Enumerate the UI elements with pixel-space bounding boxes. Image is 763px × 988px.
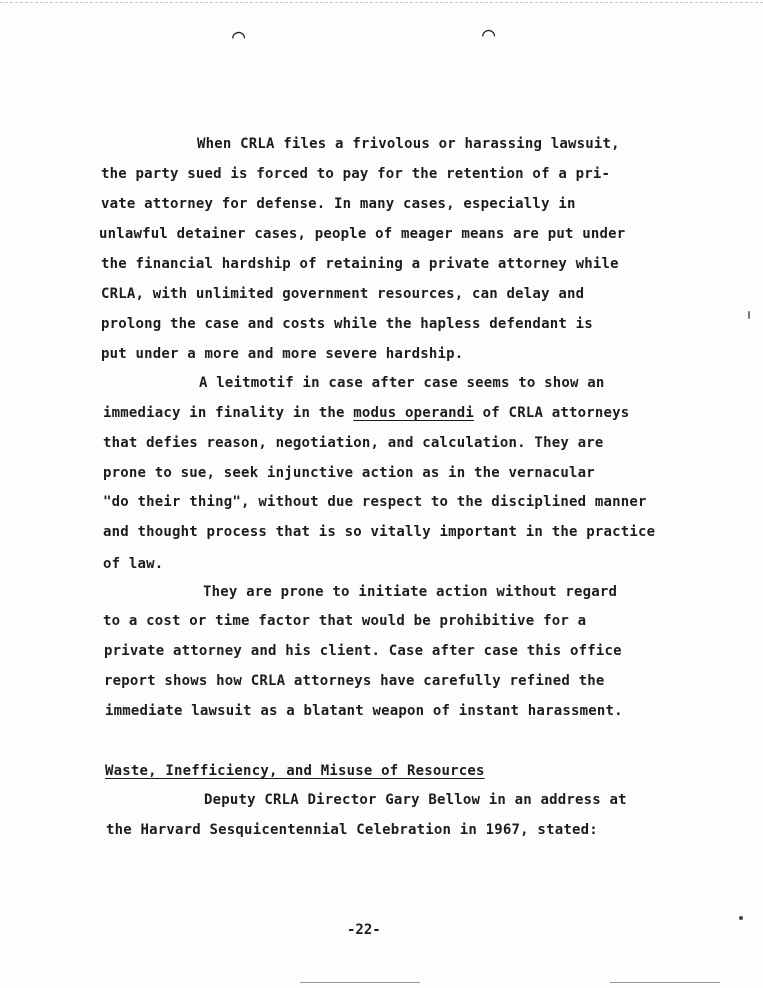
paragraph3-line4: report shows how CRLA attorneys have carefully refined the [104, 673, 605, 689]
binding-mark-right: ⌒ [482, 22, 496, 47]
page-number: -22- [347, 922, 381, 938]
paragraph2-line6: and thought process that is so vitally important in the practice [103, 524, 656, 540]
bottom-edge-rule [300, 982, 420, 983]
paragraph1-line3: vate attorney for defense. In many cases, especially in [101, 196, 576, 212]
paragraph3-line5: immediate lawsuit as a blatant weapon of instant harassment. [105, 703, 623, 719]
paragraph1-line5: the financial hardship of retaining a private attorney while [101, 256, 619, 272]
scan-speck [739, 916, 743, 920]
section-heading: Waste, Inefficiency, and Misuse of Resources [105, 763, 485, 779]
bottom-edge-rule [610, 982, 720, 983]
paragraph1-line4: unlawful detainer cases, people of meager means are put under [99, 226, 626, 242]
paragraph2-line1: A leitmotif in case after case seems to show an [199, 375, 605, 391]
paragraph1-line1: When CRLA files a frivolous or harassing lawsuit, [197, 136, 620, 152]
paragraph1-line2: the party sued is forced to pay for the retention of a pri- [101, 166, 611, 182]
paragraph2-line7: of law. [103, 556, 164, 572]
modus-operandi-underlined: modus operandi [353, 405, 475, 421]
paragraph2-line4: prone to sue, seek injunctive action as in the vernacular [103, 465, 595, 481]
paragraph3-line2: to a cost or time factor that would be prohibitive for a [103, 613, 587, 629]
paragraph4-line1: Deputy CRLA Director Gary Bellow in an address at [204, 792, 627, 808]
paragraph1-line6: CRLA, with unlimited government resources, can delay and [101, 286, 585, 302]
paragraph2-line5: "do their thing", without due respect to the disciplined manner [103, 494, 647, 510]
paragraph4-line2: the Harvard Sesquicentennial Celebration in 1967, stated: [106, 822, 598, 838]
scan-edge-dashes [0, 2, 763, 3]
binding-mark-left: ⌒ [232, 24, 246, 49]
scan-speck [748, 311, 750, 319]
paragraph2-line2-end: of CRLA attorneys [474, 405, 630, 421]
paragraph2-line2 [103, 405, 629, 421]
paragraph1-line7: prolong the case and costs while the hapless defendant is [101, 316, 593, 332]
paragraph3-line3: private attorney and his client. Case after case this office [104, 643, 622, 659]
paragraph3-line1: They are prone to initiate action without regard [203, 584, 618, 600]
paragraph2-line3: that defies reason, negotiation, and calculation. They are [103, 435, 604, 451]
paragraph1-line8: put under a more and more severe hardship. [101, 346, 464, 362]
paragraph2-line2-start: immediacy in finality in the [103, 405, 354, 421]
